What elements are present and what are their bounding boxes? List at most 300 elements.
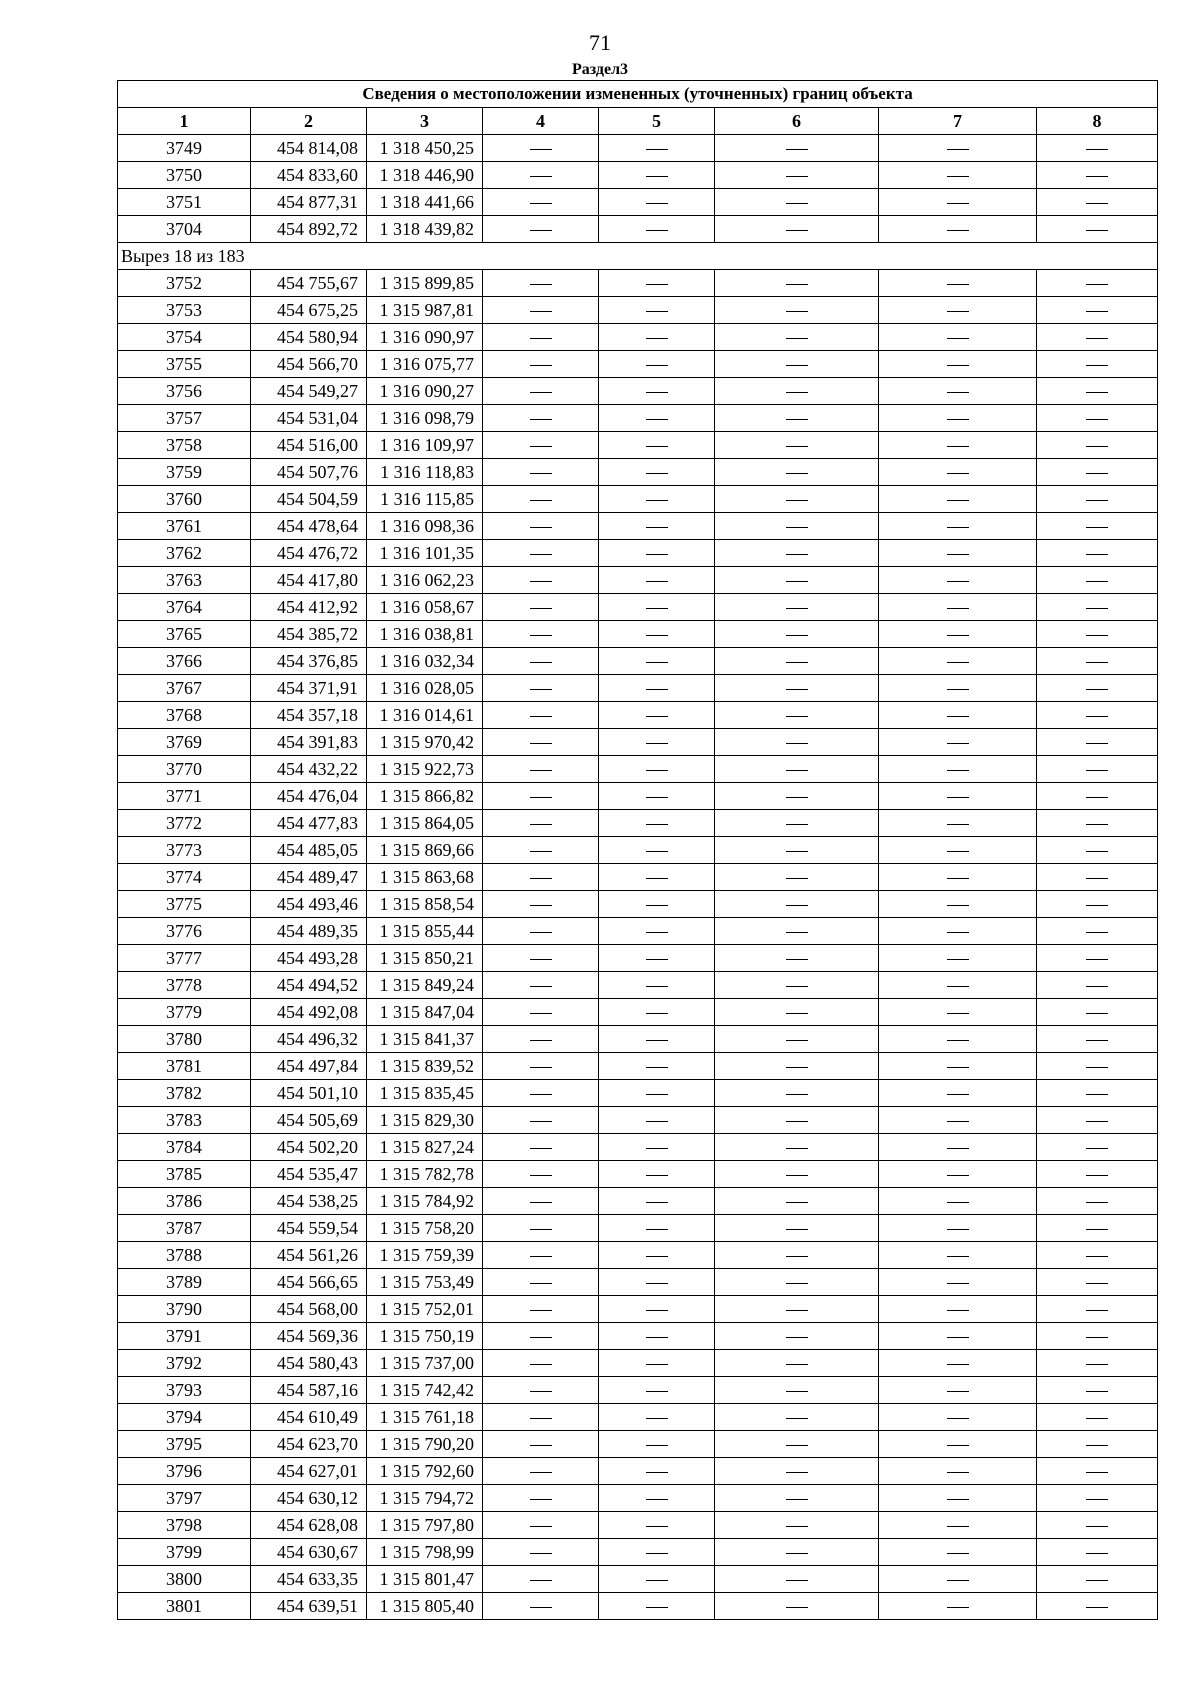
empty-cell xyxy=(1037,1377,1158,1404)
dash-mark xyxy=(530,392,552,393)
dash-mark xyxy=(1086,1445,1108,1446)
empty-cell xyxy=(1037,1161,1158,1188)
empty-cell xyxy=(879,513,1037,540)
cutout-row xyxy=(118,243,1158,270)
point-number-cell: 3795 xyxy=(118,1431,251,1458)
empty-cell xyxy=(715,972,879,999)
dash-mark xyxy=(530,905,552,906)
dash-mark xyxy=(947,1526,969,1527)
dash-mark xyxy=(1086,1580,1108,1581)
dash-mark xyxy=(1086,608,1108,609)
empty-cell xyxy=(715,351,879,378)
dash-mark xyxy=(530,419,552,420)
empty-cell xyxy=(879,1134,1037,1161)
x-coordinate-cell: 454 535,47 xyxy=(251,1161,367,1188)
empty-cell xyxy=(599,864,715,891)
empty-cell xyxy=(715,1593,879,1620)
dash-mark xyxy=(786,203,808,204)
empty-cell xyxy=(879,135,1037,162)
empty-cell xyxy=(879,459,1037,486)
table-row xyxy=(118,270,1158,297)
dash-mark xyxy=(1086,311,1108,312)
empty-cell xyxy=(599,459,715,486)
dash-mark xyxy=(530,1364,552,1365)
dash-mark xyxy=(646,149,668,150)
empty-cell xyxy=(715,1485,879,1512)
dash-mark xyxy=(947,1067,969,1068)
point-number-cell: 3756 xyxy=(118,378,251,405)
x-coordinate-cell: 454 417,80 xyxy=(251,567,367,594)
table-row xyxy=(118,756,1158,783)
column-header: 8 xyxy=(1037,108,1158,135)
y-coordinate-cell: 1 315 750,19 xyxy=(367,1323,483,1350)
empty-cell xyxy=(879,1350,1037,1377)
empty-cell xyxy=(1037,135,1158,162)
empty-cell xyxy=(483,459,599,486)
table-row xyxy=(118,1566,1158,1593)
cutout-label: Вырез 18 из 183 xyxy=(118,243,1158,270)
point-number-cell: 3768 xyxy=(118,702,251,729)
dash-mark xyxy=(786,797,808,798)
dash-mark xyxy=(947,608,969,609)
dash-mark xyxy=(530,446,552,447)
x-coordinate-cell: 454 833,60 xyxy=(251,162,367,189)
table-row xyxy=(118,945,1158,972)
table-row xyxy=(118,1323,1158,1350)
empty-cell xyxy=(879,1080,1037,1107)
point-number-cell: 3767 xyxy=(118,675,251,702)
dash-mark xyxy=(1086,1256,1108,1257)
dash-mark xyxy=(1086,1364,1108,1365)
empty-cell xyxy=(1037,1323,1158,1350)
dash-mark xyxy=(786,311,808,312)
empty-cell xyxy=(599,378,715,405)
x-coordinate-cell: 454 412,92 xyxy=(251,594,367,621)
empty-cell xyxy=(483,810,599,837)
dash-mark xyxy=(947,1337,969,1338)
point-number-cell: 3751 xyxy=(118,189,251,216)
empty-cell xyxy=(483,1539,599,1566)
x-coordinate-cell: 454 391,83 xyxy=(251,729,367,756)
dash-mark xyxy=(1086,203,1108,204)
dash-mark xyxy=(947,1499,969,1500)
column-header: 1 xyxy=(118,108,251,135)
empty-cell xyxy=(715,1350,879,1377)
empty-cell xyxy=(1037,567,1158,594)
column-header: 5 xyxy=(599,108,715,135)
empty-cell xyxy=(715,1269,879,1296)
empty-cell xyxy=(599,1134,715,1161)
empty-cell xyxy=(599,1080,715,1107)
dash-mark xyxy=(786,1445,808,1446)
empty-cell xyxy=(599,1215,715,1242)
dash-mark xyxy=(646,959,668,960)
x-coordinate-cell: 454 371,91 xyxy=(251,675,367,702)
dash-mark xyxy=(646,1121,668,1122)
empty-cell xyxy=(599,567,715,594)
dash-mark xyxy=(646,1229,668,1230)
empty-cell xyxy=(599,486,715,513)
empty-cell xyxy=(879,432,1037,459)
empty-cell xyxy=(1037,432,1158,459)
empty-cell xyxy=(483,1053,599,1080)
empty-cell xyxy=(483,1404,599,1431)
point-number-cell: 3763 xyxy=(118,567,251,594)
dash-mark xyxy=(1086,878,1108,879)
table-row xyxy=(118,297,1158,324)
dash-mark xyxy=(1086,581,1108,582)
empty-cell xyxy=(483,783,599,810)
table-row xyxy=(118,216,1158,243)
empty-cell xyxy=(599,297,715,324)
empty-cell xyxy=(715,1431,879,1458)
empty-cell xyxy=(879,1539,1037,1566)
dash-mark xyxy=(646,743,668,744)
dash-mark xyxy=(530,851,552,852)
empty-cell xyxy=(483,1566,599,1593)
dash-mark xyxy=(530,284,552,285)
y-coordinate-cell: 1 315 841,37 xyxy=(367,1026,483,1053)
dash-mark xyxy=(646,1175,668,1176)
y-coordinate-cell: 1 315 794,72 xyxy=(367,1485,483,1512)
dash-mark xyxy=(1086,1391,1108,1392)
dash-mark xyxy=(947,392,969,393)
point-number-cell: 3766 xyxy=(118,648,251,675)
empty-cell xyxy=(483,1296,599,1323)
empty-cell xyxy=(879,918,1037,945)
table-row xyxy=(118,1134,1158,1161)
x-coordinate-cell: 454 497,84 xyxy=(251,1053,367,1080)
x-coordinate-cell: 454 675,25 xyxy=(251,297,367,324)
point-number-cell: 3797 xyxy=(118,1485,251,1512)
table-row xyxy=(118,378,1158,405)
y-coordinate-cell: 1 315 797,80 xyxy=(367,1512,483,1539)
dash-mark xyxy=(530,365,552,366)
table-row xyxy=(118,1377,1158,1404)
dash-mark xyxy=(786,932,808,933)
x-coordinate-cell: 454 630,12 xyxy=(251,1485,367,1512)
y-coordinate-cell: 1 316 115,85 xyxy=(367,486,483,513)
empty-cell xyxy=(879,810,1037,837)
x-coordinate-cell: 454 505,69 xyxy=(251,1107,367,1134)
point-number-cell: 3760 xyxy=(118,486,251,513)
dash-mark xyxy=(786,1121,808,1122)
empty-cell xyxy=(1037,1215,1158,1242)
empty-cell xyxy=(715,621,879,648)
point-number-cell: 3790 xyxy=(118,1296,251,1323)
empty-cell xyxy=(599,162,715,189)
table-row xyxy=(118,810,1158,837)
table-row xyxy=(118,999,1158,1026)
empty-cell xyxy=(715,1188,879,1215)
empty-cell xyxy=(879,1377,1037,1404)
dash-mark xyxy=(646,1067,668,1068)
table-row xyxy=(118,783,1158,810)
empty-cell xyxy=(879,405,1037,432)
dash-mark xyxy=(947,743,969,744)
dash-mark xyxy=(530,1283,552,1284)
empty-cell xyxy=(599,405,715,432)
empty-cell xyxy=(599,1539,715,1566)
x-coordinate-cell: 454 476,72 xyxy=(251,540,367,567)
dash-mark xyxy=(646,500,668,501)
dash-mark xyxy=(947,1364,969,1365)
dash-mark xyxy=(646,1148,668,1149)
empty-cell xyxy=(1037,945,1158,972)
dash-mark xyxy=(947,500,969,501)
empty-cell xyxy=(599,1323,715,1350)
dash-mark xyxy=(646,203,668,204)
dash-mark xyxy=(646,1472,668,1473)
table-row xyxy=(118,702,1158,729)
y-coordinate-cell: 1 318 439,82 xyxy=(367,216,483,243)
dash-mark xyxy=(786,149,808,150)
dash-mark xyxy=(1086,365,1108,366)
table-row xyxy=(118,1350,1158,1377)
dash-mark xyxy=(786,338,808,339)
dash-mark xyxy=(1086,1418,1108,1419)
dash-mark xyxy=(947,878,969,879)
table-row xyxy=(118,1188,1158,1215)
x-coordinate-cell: 454 580,43 xyxy=(251,1350,367,1377)
dash-mark xyxy=(1086,473,1108,474)
empty-cell xyxy=(715,1404,879,1431)
empty-cell xyxy=(879,999,1037,1026)
empty-cell xyxy=(715,756,879,783)
empty-cell xyxy=(599,1188,715,1215)
point-number-cell: 3764 xyxy=(118,594,251,621)
dash-mark xyxy=(1086,1175,1108,1176)
empty-cell xyxy=(1037,1053,1158,1080)
empty-cell xyxy=(483,1512,599,1539)
empty-cell xyxy=(1037,702,1158,729)
empty-cell xyxy=(483,999,599,1026)
empty-cell xyxy=(715,675,879,702)
y-coordinate-cell: 1 318 441,66 xyxy=(367,189,483,216)
empty-cell xyxy=(483,621,599,648)
empty-cell xyxy=(879,945,1037,972)
table-row xyxy=(118,1053,1158,1080)
empty-cell xyxy=(599,756,715,783)
point-number-cell: 3781 xyxy=(118,1053,251,1080)
empty-cell xyxy=(1037,513,1158,540)
table-row xyxy=(118,1404,1158,1431)
table-row xyxy=(118,1215,1158,1242)
empty-cell xyxy=(599,1107,715,1134)
y-coordinate-cell: 1 316 101,35 xyxy=(367,540,483,567)
dash-mark xyxy=(1086,1202,1108,1203)
dash-mark xyxy=(1086,392,1108,393)
dash-mark xyxy=(530,176,552,177)
empty-cell xyxy=(599,1161,715,1188)
y-coordinate-cell: 1 316 109,97 xyxy=(367,432,483,459)
empty-cell xyxy=(879,216,1037,243)
empty-cell xyxy=(1037,648,1158,675)
empty-cell xyxy=(483,324,599,351)
page-number: 71 xyxy=(589,30,611,55)
empty-cell xyxy=(879,324,1037,351)
empty-cell xyxy=(879,1269,1037,1296)
y-coordinate-cell: 1 315 758,20 xyxy=(367,1215,483,1242)
empty-cell xyxy=(879,1053,1037,1080)
empty-cell xyxy=(483,675,599,702)
dash-mark xyxy=(646,1526,668,1527)
empty-cell xyxy=(1037,351,1158,378)
dash-mark xyxy=(646,1283,668,1284)
dash-mark xyxy=(530,1121,552,1122)
dash-mark xyxy=(530,1580,552,1581)
table-body xyxy=(118,135,1158,1620)
empty-cell xyxy=(483,297,599,324)
empty-cell xyxy=(715,864,879,891)
empty-cell xyxy=(1037,1593,1158,1620)
dash-mark xyxy=(530,581,552,582)
dash-mark xyxy=(1086,1499,1108,1500)
table-row xyxy=(118,135,1158,162)
empty-cell xyxy=(715,513,879,540)
empty-cell xyxy=(715,1323,879,1350)
dash-mark xyxy=(530,1040,552,1041)
empty-cell xyxy=(483,189,599,216)
dash-mark xyxy=(947,338,969,339)
empty-cell xyxy=(879,783,1037,810)
dash-mark xyxy=(786,1310,808,1311)
empty-cell xyxy=(879,1458,1037,1485)
table-row xyxy=(118,540,1158,567)
dash-mark xyxy=(786,770,808,771)
dash-mark xyxy=(1086,176,1108,177)
empty-cell xyxy=(879,1296,1037,1323)
x-coordinate-cell: 454 877,31 xyxy=(251,189,367,216)
dash-mark xyxy=(1086,797,1108,798)
dash-mark xyxy=(530,1418,552,1419)
table-row xyxy=(118,459,1158,486)
x-coordinate-cell: 454 627,01 xyxy=(251,1458,367,1485)
x-coordinate-cell: 454 376,85 xyxy=(251,648,367,675)
empty-cell xyxy=(483,1161,599,1188)
dash-mark xyxy=(646,932,668,933)
empty-cell xyxy=(483,216,599,243)
table-row xyxy=(118,162,1158,189)
dash-mark xyxy=(646,1202,668,1203)
empty-cell xyxy=(1037,783,1158,810)
y-coordinate-cell: 1 315 782,78 xyxy=(367,1161,483,1188)
dash-mark xyxy=(786,1040,808,1041)
dash-mark xyxy=(786,1607,808,1608)
empty-cell xyxy=(599,189,715,216)
point-number-cell: 3773 xyxy=(118,837,251,864)
empty-cell xyxy=(483,432,599,459)
point-number-cell: 3765 xyxy=(118,621,251,648)
empty-cell xyxy=(715,189,879,216)
table-row xyxy=(118,918,1158,945)
y-coordinate-cell: 1 315 790,20 xyxy=(367,1431,483,1458)
y-coordinate-cell: 1 315 970,42 xyxy=(367,729,483,756)
dash-mark xyxy=(530,203,552,204)
table-row xyxy=(118,1242,1158,1269)
empty-cell xyxy=(879,648,1037,675)
dash-mark xyxy=(1086,635,1108,636)
dash-mark xyxy=(947,554,969,555)
dash-mark xyxy=(947,284,969,285)
x-coordinate-cell: 454 623,70 xyxy=(251,1431,367,1458)
point-number-cell: 3787 xyxy=(118,1215,251,1242)
empty-cell xyxy=(1037,1188,1158,1215)
dash-mark xyxy=(1086,689,1108,690)
dash-mark xyxy=(1086,986,1108,987)
empty-cell xyxy=(715,1458,879,1485)
empty-cell xyxy=(599,837,715,864)
dash-mark xyxy=(646,473,668,474)
empty-cell xyxy=(599,1053,715,1080)
empty-cell xyxy=(715,783,879,810)
dash-mark xyxy=(646,1580,668,1581)
dash-mark xyxy=(947,149,969,150)
dash-mark xyxy=(530,1607,552,1608)
x-coordinate-cell: 454 385,72 xyxy=(251,621,367,648)
empty-cell xyxy=(1037,1539,1158,1566)
point-number-cell: 3801 xyxy=(118,1593,251,1620)
y-coordinate-cell: 1 316 014,61 xyxy=(367,702,483,729)
dash-mark xyxy=(947,230,969,231)
dash-mark xyxy=(786,1094,808,1095)
point-number-cell: 3753 xyxy=(118,297,251,324)
empty-cell xyxy=(483,891,599,918)
empty-cell xyxy=(599,1404,715,1431)
dash-mark xyxy=(786,230,808,231)
x-coordinate-cell: 454 755,67 xyxy=(251,270,367,297)
empty-cell xyxy=(599,1485,715,1512)
dash-mark xyxy=(786,419,808,420)
table-row xyxy=(118,1161,1158,1188)
dash-mark xyxy=(786,635,808,636)
dash-mark xyxy=(646,608,668,609)
dash-mark xyxy=(947,1418,969,1419)
y-coordinate-cell: 1 315 858,54 xyxy=(367,891,483,918)
empty-cell xyxy=(715,540,879,567)
y-coordinate-cell: 1 318 450,25 xyxy=(367,135,483,162)
dash-mark xyxy=(1086,1553,1108,1554)
empty-cell xyxy=(879,729,1037,756)
dash-mark xyxy=(947,311,969,312)
empty-cell xyxy=(483,513,599,540)
empty-cell xyxy=(599,648,715,675)
y-coordinate-cell: 1 316 098,36 xyxy=(367,513,483,540)
dash-mark xyxy=(947,959,969,960)
empty-cell xyxy=(1037,864,1158,891)
dash-mark xyxy=(1086,527,1108,528)
point-number-cell: 3777 xyxy=(118,945,251,972)
y-coordinate-cell: 1 315 849,24 xyxy=(367,972,483,999)
dash-mark xyxy=(786,716,808,717)
point-number-cell: 3798 xyxy=(118,1512,251,1539)
empty-cell xyxy=(715,1242,879,1269)
empty-cell xyxy=(715,378,879,405)
empty-cell xyxy=(483,405,599,432)
dash-mark xyxy=(1086,1337,1108,1338)
y-coordinate-cell: 1 315 759,39 xyxy=(367,1242,483,1269)
dash-mark xyxy=(530,1175,552,1176)
table-row xyxy=(118,891,1158,918)
dash-mark xyxy=(1086,1283,1108,1284)
dash-mark xyxy=(530,1445,552,1446)
dash-mark xyxy=(646,1364,668,1365)
table-row xyxy=(118,1431,1158,1458)
x-coordinate-cell: 454 566,65 xyxy=(251,1269,367,1296)
dash-mark xyxy=(646,986,668,987)
dash-mark xyxy=(786,824,808,825)
empty-cell xyxy=(1037,918,1158,945)
